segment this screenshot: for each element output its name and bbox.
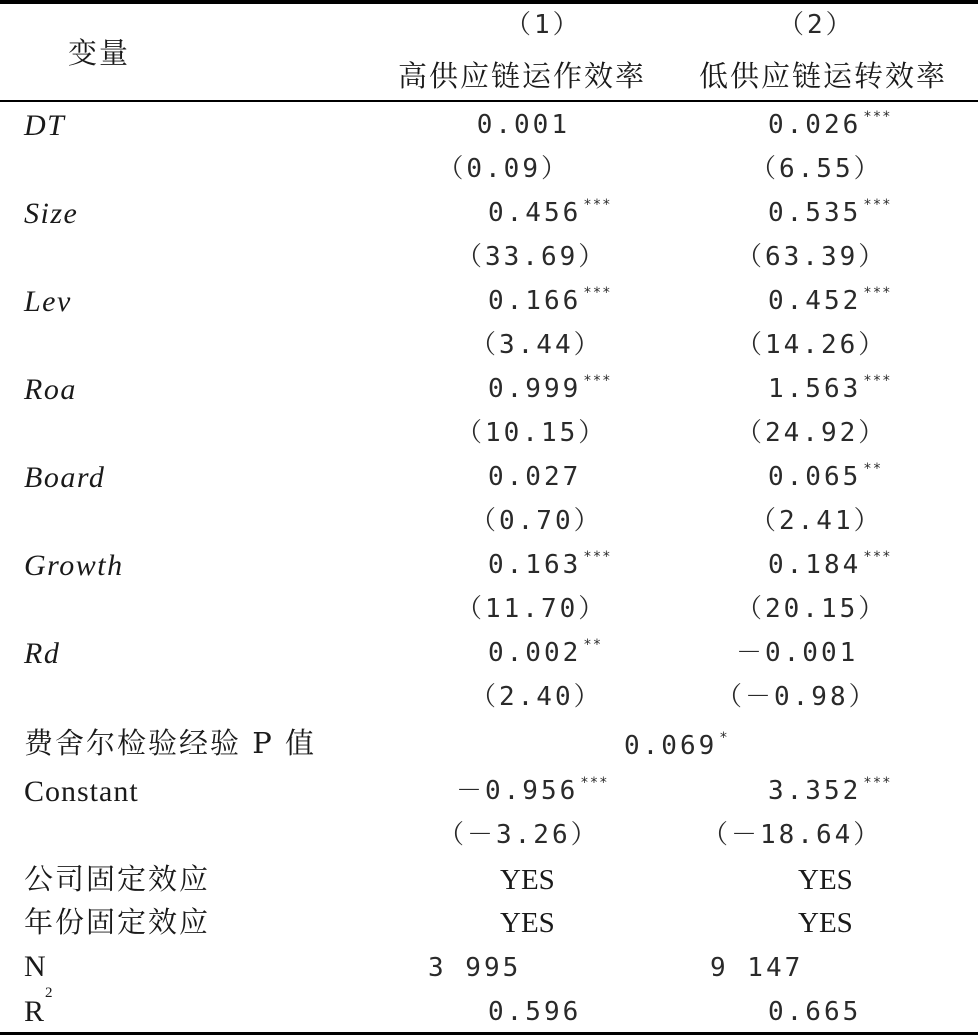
coef-cell: 0.184 *** [768, 549, 892, 580]
significance-stars: *** [580, 775, 609, 791]
row-label-fisher: 费舍尔检验经验 P 值 [24, 726, 316, 760]
coef-cell: －0.001 [736, 638, 859, 668]
col1-number: （1） [505, 10, 582, 40]
tstat-cell: （24.92） [736, 418, 888, 448]
coef-cell: －0.956 *** [456, 775, 609, 806]
coef-cell: 0.535 *** [768, 197, 892, 228]
coef-cell: 0.452 *** [768, 285, 892, 316]
r2-col1: 0.596 [488, 997, 582, 1027]
r2-superscript: 2 [45, 985, 54, 1001]
top-rule [0, 0, 978, 4]
tstat-cell: （11.70） [456, 594, 608, 624]
row-label-firm-fe: 公司固定效应 [24, 862, 211, 896]
row-label-dt: DT [24, 109, 66, 142]
tstat-cell: （0.70） [470, 506, 603, 536]
row-label-constant: Constant [24, 775, 139, 808]
firm-fe-col2: YES [798, 864, 853, 896]
significance-stars: *** [863, 197, 892, 213]
significance-stars: *** [583, 549, 612, 565]
significance-stars: *** [583, 285, 612, 301]
row-label-n: N [24, 950, 47, 983]
tstat-cell: （0.09） [437, 154, 570, 184]
year-fe-col1: YES [500, 907, 555, 939]
tstat-cell: （63.39） [736, 242, 888, 272]
year-fe-col2: YES [798, 907, 853, 939]
coef-cell: 0.456 *** [488, 197, 612, 228]
coef-cell: 0.002 ** [488, 637, 603, 668]
significance-stars: *** [863, 285, 892, 301]
coef-cell: 0.027 [488, 462, 582, 492]
significance-stars: *** [863, 549, 892, 565]
significance-stars: *** [583, 373, 612, 389]
n-col2: 9 147 [710, 953, 804, 983]
tstat-cell: （6.55） [750, 154, 883, 184]
r2-col2: 0.665 [768, 997, 862, 1027]
firm-fe-col1: YES [500, 864, 555, 896]
significance-stars: *** [863, 109, 892, 125]
coef-cell: 0.001 [476, 110, 570, 140]
row-label-roa: Roa [24, 373, 77, 406]
tstat-cell: （10.15） [456, 418, 608, 448]
variable-header: 变量 [68, 36, 131, 70]
col2-number: （2） [778, 10, 855, 40]
row-label-rd: Rd [24, 637, 61, 670]
col2-title: 低供应链运转效率 [699, 59, 948, 93]
coef-cell: 1.563 *** [768, 373, 892, 404]
row-label-lev: Lev [24, 285, 72, 318]
tstat-cell: （－18.64） [702, 820, 883, 850]
tstat-cell: （14.26） [736, 330, 888, 360]
tstat-cell: （2.41） [750, 506, 883, 536]
row-label-year-fe: 年份固定效应 [24, 905, 211, 939]
coef-cell: 0.166 *** [488, 285, 612, 316]
coef-cell: 0.026 *** [768, 109, 892, 140]
coef-cell: 3.352 *** [768, 775, 892, 806]
significance-stars: * [719, 730, 729, 746]
bottom-rule [0, 1032, 978, 1035]
coef-cell: 0.065 ** [768, 461, 883, 492]
n-col1: 3 995 [428, 953, 522, 983]
header-rule [0, 100, 978, 102]
tstat-cell: （20.15） [736, 594, 888, 624]
fisher-value: 0.069 * [624, 730, 729, 761]
row-label-growth: Growth [24, 549, 124, 582]
tstat-cell: （－0.98） [716, 682, 878, 712]
row-label-size: Size [24, 197, 79, 230]
row-label-board: Board [24, 461, 106, 494]
significance-stars: *** [583, 197, 612, 213]
significance-stars: *** [863, 373, 892, 389]
significance-stars: *** [863, 775, 892, 791]
tstat-cell: （2.40） [470, 682, 603, 712]
tstat-cell: （－3.26） [438, 820, 600, 850]
significance-stars: ** [583, 637, 603, 653]
col1-title: 高供应链运作效率 [398, 59, 647, 93]
coef-cell: 0.163 *** [488, 549, 612, 580]
coef-cell: 0.999 *** [488, 373, 612, 404]
tstat-cell: （3.44） [470, 330, 603, 360]
significance-stars: ** [863, 461, 883, 477]
tstat-cell: （33.69） [456, 242, 608, 272]
row-label-r2: $R^2$ [24, 985, 54, 1028]
